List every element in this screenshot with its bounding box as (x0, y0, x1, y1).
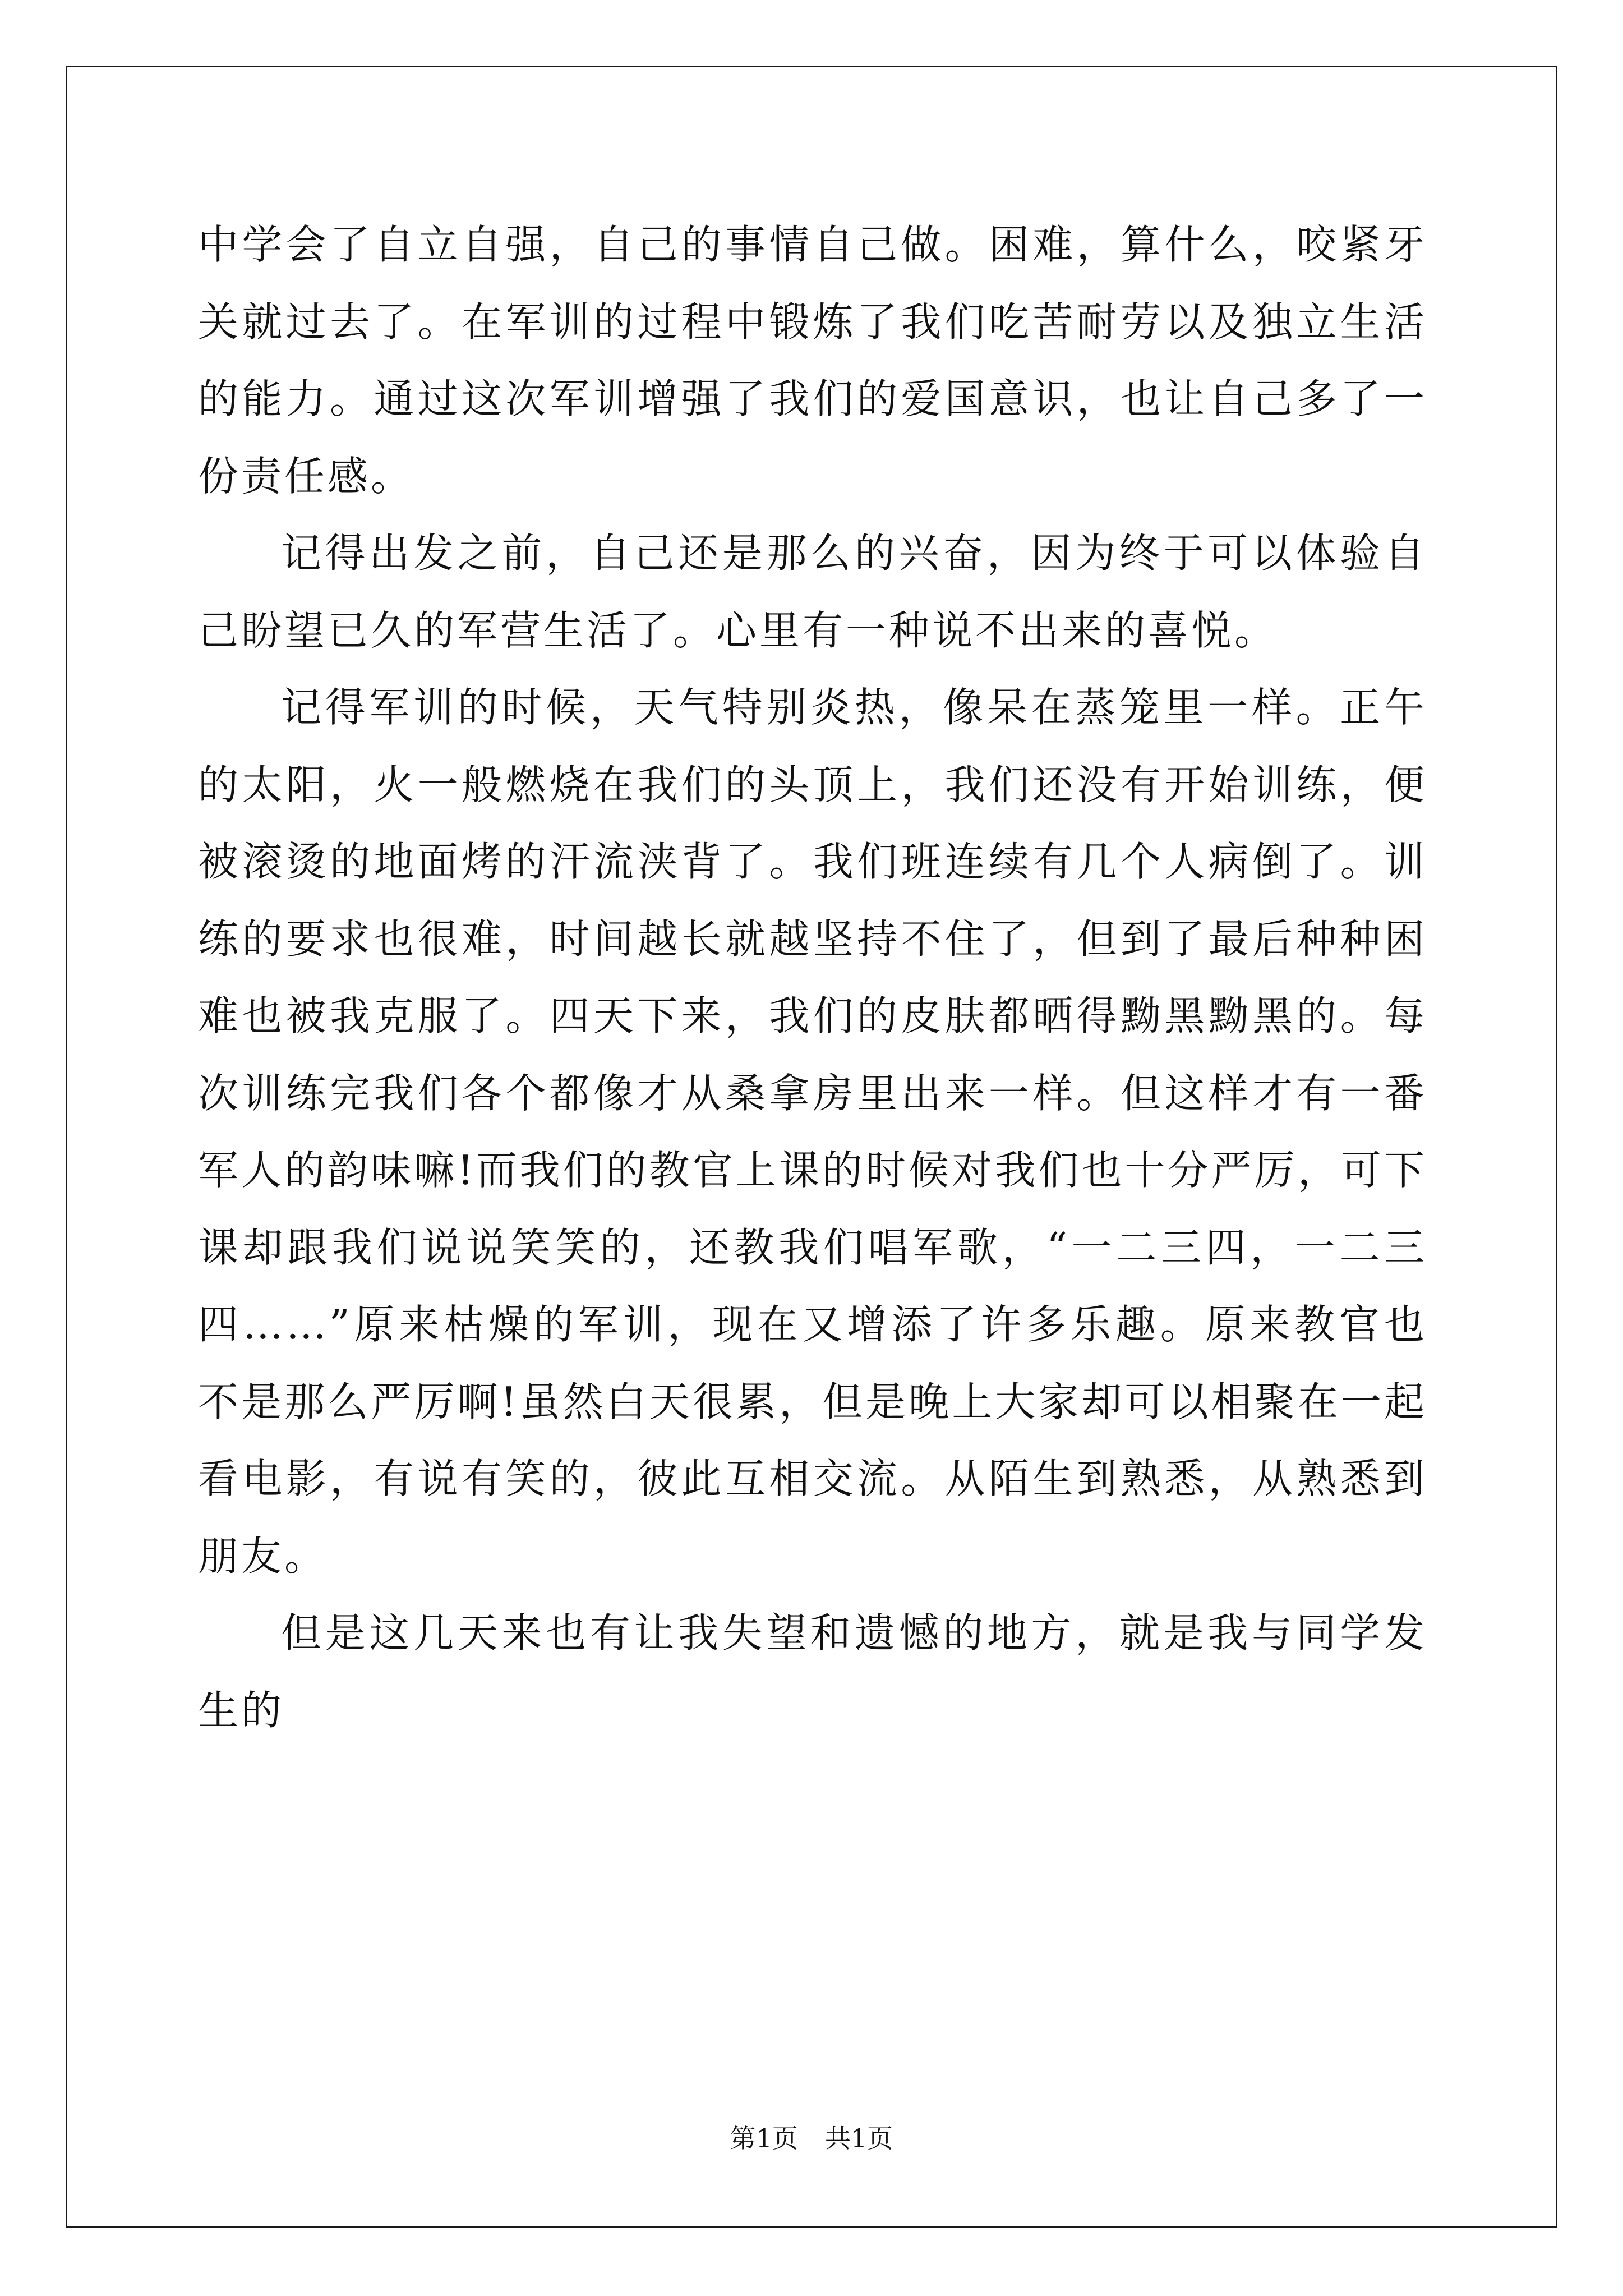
paragraph-4: 但是这几天来也有让我失望和遗憾的地方，就是我与同学发生的 (198, 1609, 1427, 1734)
paragraph-3: 记得军训的时候，天气特别炎热，像呆在蒸笼里一样。正午的太阳，火一般燃烧在我们的头顶上，我们还没有开始训练，便被滚烫的地面烤的汗流浃背了。我们班连续有几个人病倒了。训练的要求也很难，时间越长就越坚持不住了，但到了最后种种困难也被我克服了。四天下来，我们的皮肤都晒得黝黑黝黑的。每次训练完我们各个都像才从桑拿房里出来一样。但这样才有一番军人的韵味嘛!而我们的教官上课的时候对我们也十分严厉，可下课却跟我们说说笑笑的，还教我们唱军歌，“一二三四，一二三四……”原来枯燥的军训，现在又增添了许多乐趣。原来教官也不是那么严厉啊!虽然白天很累，但是晚上大家却可以相聚在一起看电影，有说有笑的，彼此互相交流。从陌生到熟悉，从熟悉到朋友。 (198, 684, 1427, 1580)
paragraph-2: 记得出发之前，自己还是那么的兴奋，因为终于可以体验自己盼望已久的军营生活了。心里有一种说不出来的喜悦。 (198, 530, 1427, 654)
paragraph-1: 中学会了自立自强，自己的事情自己做。困难，算什么，咬紧牙关就过去了。在军训的过程中锻炼了我们吃苦耐劳以及独立生活的能力。通过这次军训增强了我们的爱国意识，也让自己多了一份责任感。 (198, 221, 1427, 500)
document-body (198, 206, 1427, 1749)
page-number: 第1页 (730, 2123, 798, 2154)
page-footer (0, 2122, 1623, 2155)
page-total: 共1页 (825, 2123, 893, 2154)
